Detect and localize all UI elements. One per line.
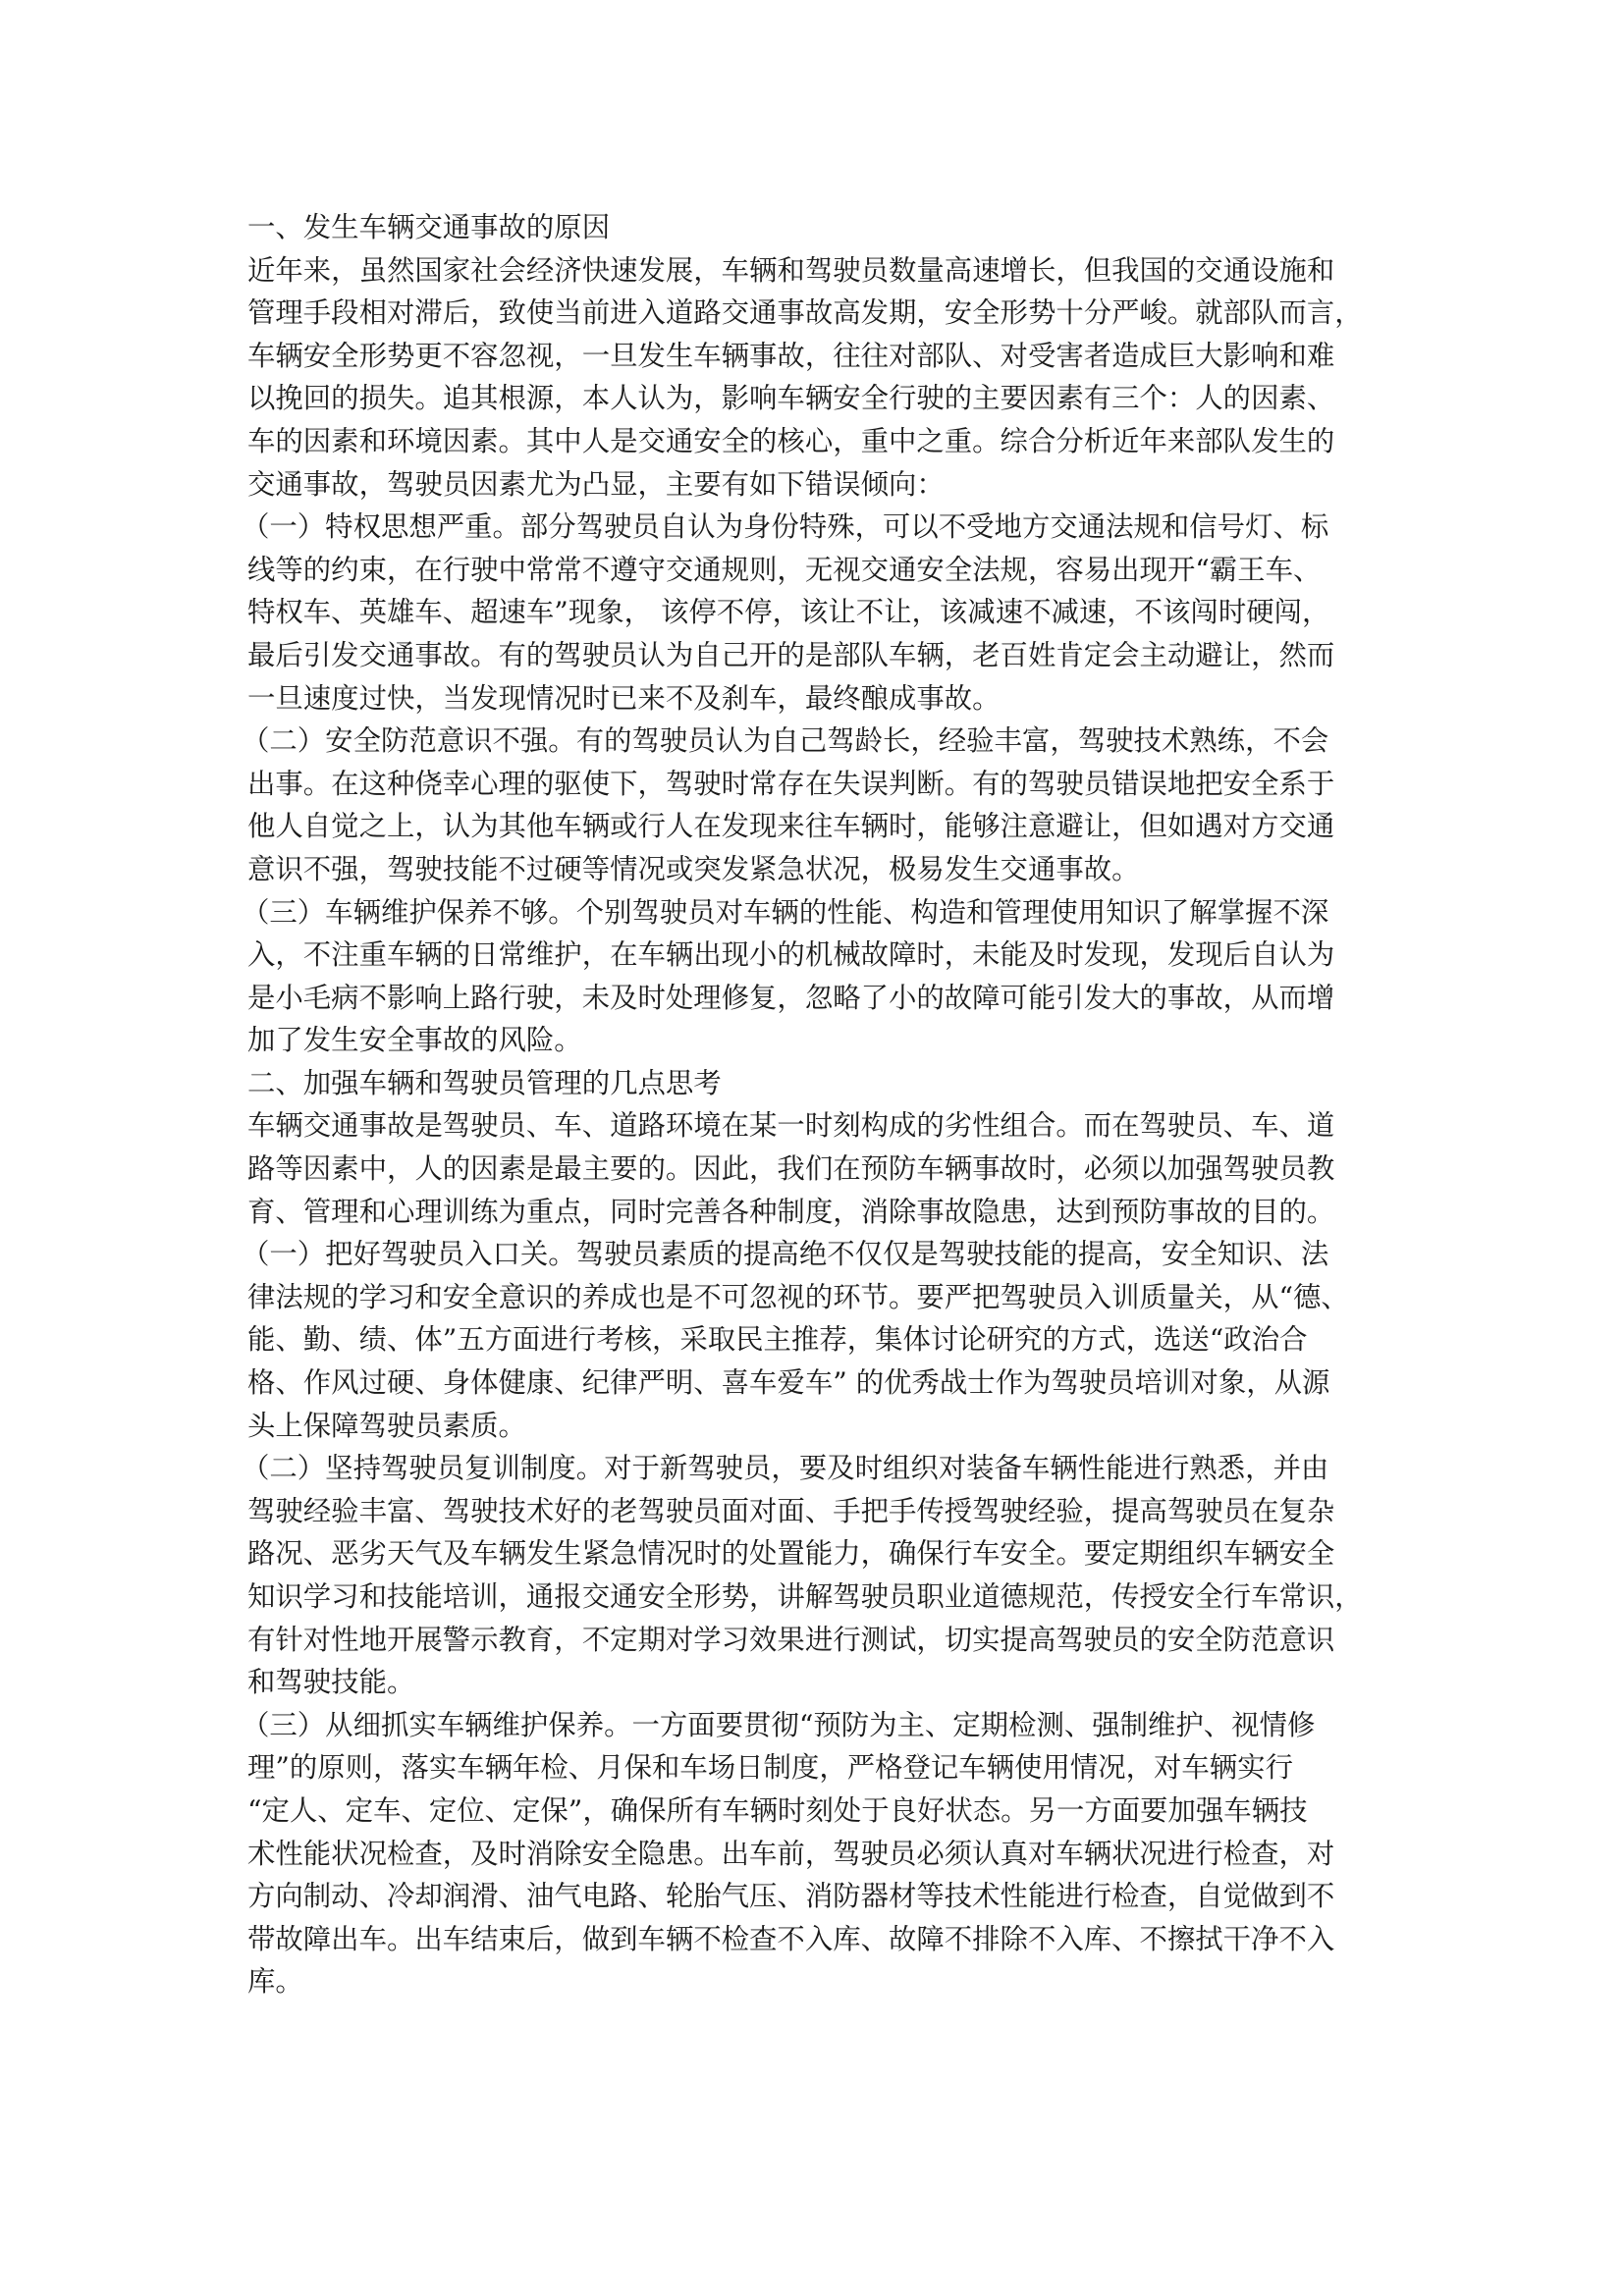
text-line: 以挽回的损失。追其根源，本人认为，影响车辆安全行驶的主要因素有三个：人的因素、 — [247, 382, 1335, 415]
text-line: 知识学习和技能培训，通报交通安全形势，讲解驾驶员职业道德规范，传授安全行车常识， — [247, 1580, 1363, 1613]
subheading-line: （二）安全防范意识不强。有的驾驶员认为自己驾龄长，经验丰富，驾驶技术熟练，不会 — [242, 724, 1329, 758]
text-line: 出事。在这种侥幸心理的驱使下，驾驶时常存在失误判断。有的驾驶员错误地把安全系于 — [247, 767, 1335, 800]
text-line: “定人、定车、定位、定保”，确保所有车辆时刻处于良好状态。另一方面要加强车辆技 — [247, 1793, 1308, 1827]
text-line: 理”的原则，落实车辆年检、月保和车场日制度，严格登记车辆使用情况，对车辆实行 — [247, 1751, 1293, 1785]
text-line: 和驾驶技能。 — [247, 1666, 415, 1699]
subheading-line: （三）车辆维护保养不够。个别驾驶员对车辆的性能、构造和管理使用知识了解掌握不深 — [242, 895, 1329, 929]
text-line: 车辆安全形势更不容忽视，一旦发生车辆事故，往往对部队、对受害者造成巨大影响和难 — [247, 339, 1335, 372]
text-line: 格、作风过硬、身体健康、纪律严明、喜车爱车” 的优秀战士作为驾驶员培训对象，从源 — [247, 1366, 1330, 1400]
text-line: 近年来，虽然国家社会经济快速发展，车辆和驾驶员数量高速增长，但我国的交通设施和 — [247, 253, 1335, 287]
text-line: 车的因素和环境因素。其中人是交通安全的核心，重中之重。综合分析近年来部队发生的 — [247, 424, 1335, 457]
text-line: 育、管理和心理训练为重点，同时完善各种制度，消除事故隐患，达到预防事故的目的。 — [247, 1195, 1335, 1228]
text-line: 一旦速度过快，当发现情况时已来不及刹车，最终酿成事故。 — [247, 681, 1001, 715]
text-line: 驾驶经验丰富、驾驶技术好的老驾驶员面对面、手把手传授驾驶经验，提高驾驶员在复杂 — [247, 1494, 1335, 1527]
text-line: 路等因素中，人的因素是最主要的。因此，我们在预防车辆事故时，必须以加强驾驶员教 — [247, 1152, 1335, 1186]
text-line: 入，不注重车辆的日常维护，在车辆出现小的机械故障时，未能及时发现，发现后自认为 — [247, 938, 1335, 972]
text-line: 方向制动、冷却润滑、油气电路、轮胎气压、消防器材等技术性能进行检查，自觉做到不 — [247, 1880, 1335, 1913]
document-body — [242, 206, 1377, 2047]
text-line — [247, 2003, 1377, 2047]
text-line: 带故障出车。出车结束后，做到车辆不检查不入库、故障不排除不入库、不擦拭干净不入 — [247, 1922, 1335, 1955]
text-line: 律法规的学习和安全意识的养成也是不可忽视的环节。要严把驾驶员入训质量关，从“德、 — [247, 1280, 1349, 1313]
subheading-line: （一）特权思想严重。部分驾驶员自认为身份特殊，可以不受地方交通法规和信号灯、标 — [242, 510, 1329, 544]
text-line: 库。 — [247, 1965, 303, 1999]
text-line: 特权车、英雄车、超速车”现象， 该停不停，该让不让，该减速不减速，不该闯时硬闯， — [247, 596, 1330, 629]
text-line: 车辆交通事故是驾驶员、车、道路环境在某一时刻构成的劣性组合。而在驾驶员、车、道 — [247, 1109, 1335, 1143]
text-line: 能、勤、绩、体”五方面进行考核，采取民主推荐，集体讨论研究的方式，选送“政治合 — [247, 1323, 1308, 1357]
text-line: 路况、恶劣天气及车辆发生紧急情况时的处置能力，确保行车安全。要定期组织车辆安全 — [247, 1537, 1335, 1571]
text-line: 加了发生安全事故的风险。 — [247, 1024, 582, 1057]
text-line: 是小毛病不影响上路行驶，未及时处理修复，忽略了小的故障可能引发大的事故，从而增 — [247, 981, 1335, 1014]
text-line: 术性能状况检查，及时消除安全隐患。出车前，驾驶员必须认真对车辆状况进行检查，对 — [247, 1837, 1335, 1870]
subheading-line: （二）坚持驾驶员复训制度。对于新驾驶员，要及时组织对装备车辆性能进行熟悉，并由 — [242, 1452, 1329, 1485]
text-line: 他人自觉之上，认为其他车辆或行人在发现来往车辆时，能够注意避让，但如遇对方交通 — [247, 810, 1335, 843]
text-line: 线等的约束，在行驶中常常不遵守交通规则，无视交通安全法规，容易出现开“霸王车、 — [247, 553, 1322, 586]
heading-section-1: 一、发生车辆交通事故的原因 — [247, 211, 611, 243]
heading-section-2: 二、加强车辆和驾驶员管理的几点思考 — [247, 1066, 722, 1099]
subheading-line: （三）从细抓实车辆维护保养。一方面要贯彻“预防为主、定期检测、强制维护、视情修 — [242, 1708, 1316, 1741]
text-line: 有针对性地开展警示教育，不定期对学习效果进行测试，切实提高驾驶员的安全防范意识 — [247, 1623, 1335, 1656]
text-line: 意识不强，驾驶技能不过硬等情况或突发紧急状况，极易发生交通事故。 — [247, 852, 1140, 885]
text-line: 管理手段相对滞后，致使当前进入道路交通事故高发期，安全形势十分严峻。就部队而言， — [247, 296, 1363, 330]
text-line: 交通事故，驾驶员因素尤为凸显，主要有如下错误倾向： — [247, 467, 945, 501]
text-line: 最后引发交通事故。有的驾驶员认为自己开的是部队车辆，老百姓肯定会主动避让，然而 — [247, 638, 1335, 671]
text-line: 头上保障驾驶员素质。 — [247, 1409, 526, 1442]
subheading-line: （一）把好驾驶员入口关。驾驶员素质的提高绝不仅仅是驾驶技能的提高，安全知识、法 — [242, 1238, 1329, 1271]
